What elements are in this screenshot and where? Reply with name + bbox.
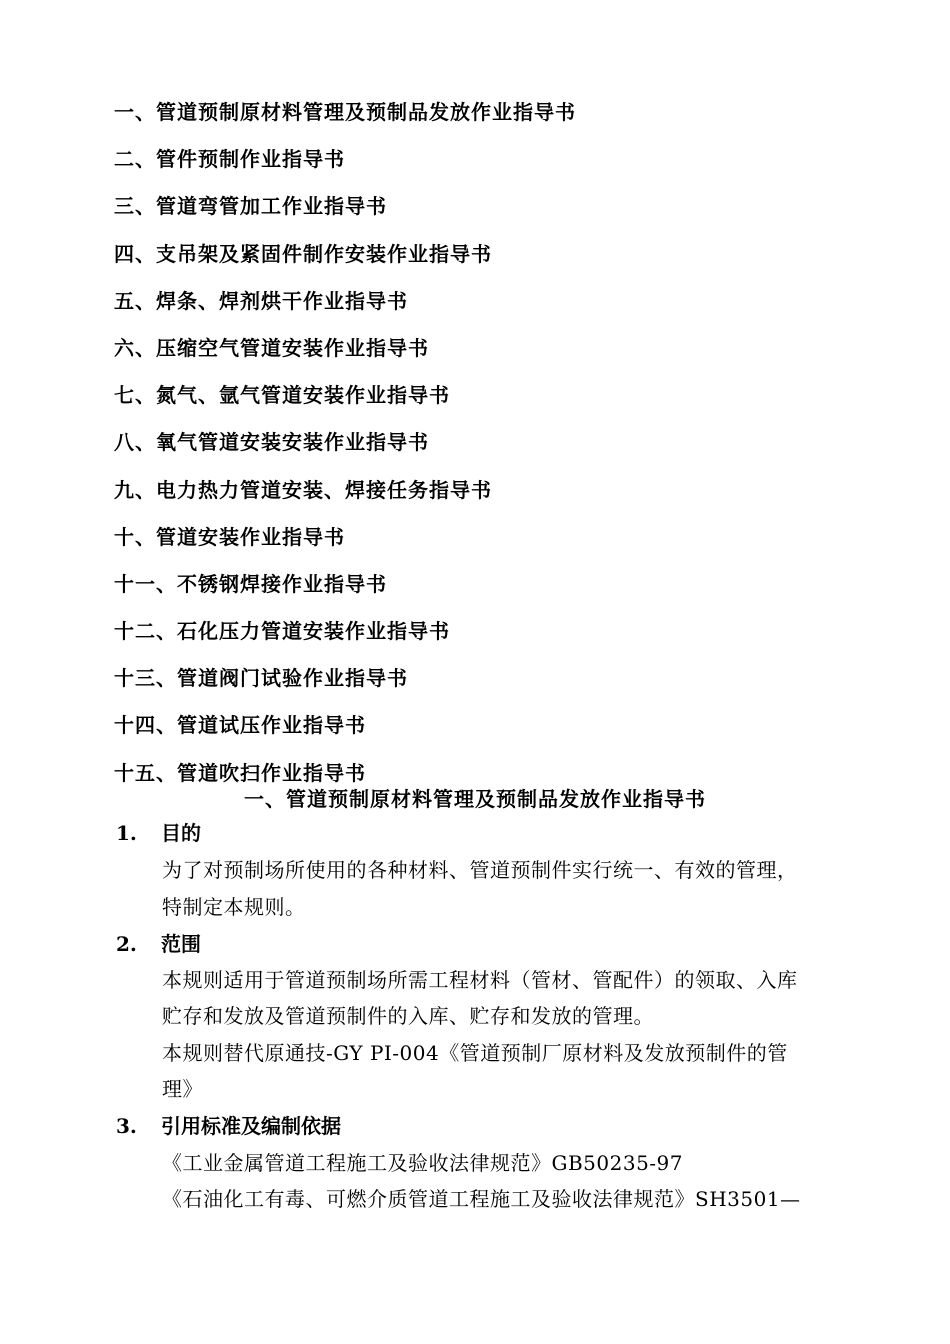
toc-item: 四、支吊架及紧固件制作安装作业指导书 (114, 241, 492, 266)
toc-item: 十一、不锈钢焊接作业指导书 (114, 571, 387, 596)
paragraph-line: 为了对预制场所使用的各种材料、管道预制件实行统一、有效的管理， (162, 858, 798, 882)
toc-item: 十三、管道阀门试验作业指导书 (114, 666, 408, 691)
paragraph-line: 贮存和发放及管道预制件的入库、贮存和发放的管理。 (162, 1004, 654, 1028)
section-heading-purpose (116, 818, 201, 848)
table-of-contents (114, 96, 576, 804)
paragraph-line: 《石油化工有毒、可燃介质管道工程施工及验收法律规范》SH3501— (162, 1187, 801, 1211)
toc-item: 六、压缩空气管道安装作业指导书 (114, 335, 429, 360)
section-title: 引用标准及编制依据 (161, 1114, 341, 1138)
toc-item: 十二、石化压力管道安装作业指导书 (114, 619, 450, 644)
section-title: 目的 (161, 821, 201, 845)
section-heading-references (116, 1111, 341, 1141)
section-title: 范围 (161, 932, 201, 956)
section-number: 1. (116, 821, 137, 845)
toc-item: 十五、管道吹扫作业指导书 (114, 760, 366, 785)
toc-item: 五、焊条、焊剂烘干作业指导书 (114, 288, 408, 313)
section-number: 2. (116, 932, 137, 956)
paragraph-line: 特制定本规则。 (162, 895, 306, 919)
toc-item: 七、氮气、氩气管道安装作业指导书 (114, 383, 450, 408)
toc-item: 三、管道弯管加工作业指导书 (114, 194, 387, 219)
toc-item: 二、管件预制作业指导书 (114, 147, 345, 172)
section-number: 3. (116, 1114, 137, 1138)
section-heading-scope (116, 929, 201, 959)
document-title: 一、管道预制原材料管理及预制品发放作业指导书 (244, 787, 706, 811)
toc-item: 一、管道预制原材料管理及预制品发放作业指导书 (114, 100, 576, 124)
paragraph-line: 本规则替代原通技-GY PI-004《管道预制厂原材料及发放预制件的管 (162, 1041, 788, 1065)
paragraph-line: 《工业金属管道工程施工及验收法律规范》GB50235-97 (162, 1151, 684, 1175)
toc-item: 十、管道安装作业指导书 (114, 524, 345, 549)
toc-item: 十四、管道试压作业指导书 (114, 713, 366, 738)
paragraph-line: 本规则适用于管道预制场所需工程材料（管材、管配件）的领取、入库 (162, 968, 798, 992)
toc-item: 八、氧气管道安装安装作业指导书 (114, 430, 429, 455)
toc-item: 九、电力热力管道安装、焊接任务指导书 (114, 477, 492, 502)
paragraph-line: 理》 (162, 1077, 203, 1101)
